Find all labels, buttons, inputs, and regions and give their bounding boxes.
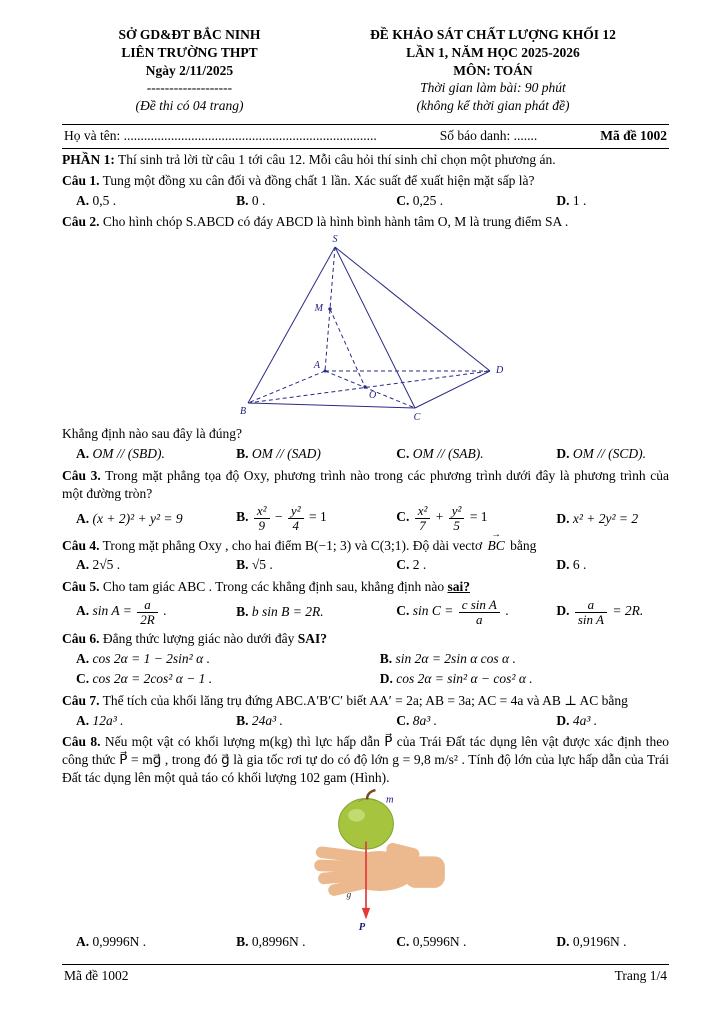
option-text: 0,5996N . [412, 933, 467, 949]
option-text: 12a³ . [92, 712, 124, 728]
option-text: = 2R. [612, 603, 644, 619]
option-letter: C. [396, 192, 410, 208]
option-text: OM // (SCD). [572, 445, 646, 461]
option-letter: B. [236, 445, 249, 461]
exam-header [62, 26, 669, 115]
option-text: . [163, 603, 167, 619]
option-a [76, 711, 236, 731]
option-text: √5 . [251, 557, 273, 573]
label-P-vector: P⃗ [358, 921, 373, 931]
question-text-end: bằng [510, 537, 537, 553]
label-O: O [368, 390, 376, 402]
option-b [236, 444, 396, 464]
edge-CD [415, 371, 490, 408]
option-pre: sin A = [92, 603, 132, 619]
option-c [396, 191, 556, 211]
exam-title: ĐỀ KHẢO SÁT CHẤT LƯỢNG KHỐI 12 [370, 27, 616, 42]
option-d [556, 932, 669, 952]
option-d [556, 444, 669, 464]
question-text: Trong mặt phẳng Oxy , cho hai điểm B(−1; 3) và C(3;1). Độ dài vectơ [102, 537, 483, 553]
label-C: C [413, 412, 420, 424]
option-letter: A. [76, 651, 90, 667]
name-blank: Họ và tên: ........................................................................... [64, 128, 377, 144]
question-label: Câu 8. [62, 734, 101, 750]
part1-label: PHẦN 1: [62, 151, 115, 167]
option-letter: D. [556, 933, 570, 949]
question-4 [62, 537, 669, 576]
option-letter: A. [76, 933, 90, 949]
question-label: Câu 2. [62, 214, 100, 230]
option-d [556, 191, 669, 211]
vector-BC: → BC [487, 537, 504, 555]
option-letter: B. [236, 192, 249, 208]
option-text: OM // (SAB). [412, 445, 484, 461]
option-text: 2 . [412, 557, 427, 573]
option-letter: A. [76, 192, 90, 208]
option-text: cos 2α = 2cos² α − 1 . [92, 671, 213, 686]
option-text: 4a³ . [572, 712, 598, 728]
option-d [556, 711, 669, 731]
candidate-number-blank: Số báo danh: ....... [439, 128, 538, 144]
option-text: OM // (SAD) [251, 445, 321, 461]
label-S: S [332, 234, 337, 246]
fraction-denominator: 5 [453, 518, 460, 534]
option-b [236, 503, 396, 533]
option-letter: B. [236, 604, 249, 620]
option-text: cos 2α = sin² α − cos² α . [396, 671, 533, 686]
fraction [288, 504, 304, 532]
option-c [396, 597, 556, 627]
option-text: x² + 2y² = 2 [572, 510, 639, 526]
option-text: 6 . [572, 557, 587, 573]
option-text: 1 . [572, 192, 587, 208]
org-name: SỞ GD&ĐT BẮC NINH [118, 27, 261, 42]
fraction-numerator: y² [288, 504, 304, 519]
option-text: OM // (SBD). [92, 445, 165, 461]
hand [314, 841, 445, 896]
option-a [76, 555, 236, 575]
header-right [317, 26, 669, 115]
operator: + [435, 509, 444, 525]
question-label: Câu 5. [62, 579, 100, 595]
fraction [575, 598, 607, 626]
option-b [236, 191, 396, 211]
option-a [76, 932, 236, 952]
fraction-denominator: 9 [258, 518, 265, 534]
question-text: Trong mặt phẳng tọa độ Oxy, phương trình nào trong các phương trình dưới đây là phương trình của một đường tròn? [62, 467, 669, 501]
option-b [236, 932, 396, 952]
question-text: Khẳng định nào sau đây là đúng? [62, 426, 242, 442]
option-letter: D. [379, 671, 393, 686]
label-g-vector: g⃗ [346, 890, 359, 901]
question-3 [62, 467, 669, 534]
fraction-numerator: a [137, 598, 157, 613]
exam-subject: MÔN: TOÁN [453, 62, 533, 78]
option-letter: C. [396, 509, 410, 525]
label-D: D [495, 365, 503, 377]
fraction-numerator: a [575, 598, 607, 613]
option-letter: C. [396, 603, 410, 619]
option-text: 24a³ . [251, 712, 283, 728]
fraction-denominator: sin A [577, 611, 604, 627]
edge-BC [248, 403, 415, 408]
question-label: Câu 6. [62, 631, 100, 647]
option-letter: D. [556, 603, 570, 619]
option-letter: D. [556, 712, 570, 728]
fraction-numerator: x² [415, 504, 431, 519]
option-d [556, 555, 669, 575]
question-1-options [62, 191, 669, 211]
option-c [76, 669, 380, 689]
option-letter: A. [76, 445, 90, 461]
option-c [396, 711, 556, 731]
label-A: A [313, 360, 320, 372]
option-letter: A. [76, 712, 90, 728]
question-text: Tung một đồng xu cân đối và đồng chất 1 lần. Xác suất để xuất hiện mặt sấp là? [102, 172, 535, 188]
option-pre: sin C = [412, 603, 454, 619]
option-a [76, 597, 236, 627]
option-d [556, 597, 669, 627]
point-O [363, 385, 366, 388]
option-d [380, 669, 669, 689]
question-text: Đẳng thức lượng giác nào dưới đây [102, 631, 295, 647]
option-text: 0 . [251, 192, 266, 208]
option-text: 2√5 . [92, 557, 121, 573]
pyramid-figure [220, 233, 512, 425]
page-footer [62, 964, 669, 985]
option-letter: D. [556, 192, 570, 208]
question-label: Câu 7. [62, 692, 100, 708]
option-text: b sin B = 2R. [251, 604, 324, 620]
part1-text: Thí sinh trả lời từ câu 1 tới câu 12. Mỗi câu hỏi thí sinh chỉ chọn một phương án. [118, 151, 556, 167]
apple-stem [367, 790, 375, 799]
option-text: sin 2α = 2sin α cos α . [395, 651, 516, 667]
option-c [396, 932, 556, 952]
label-mass-m: m [385, 794, 394, 806]
option-a [76, 509, 236, 529]
fraction-denominator: 2R [140, 611, 155, 627]
header-left [62, 26, 317, 115]
candidate-info-row [62, 124, 669, 149]
option-letter: D. [556, 510, 570, 526]
question-5 [62, 578, 669, 627]
option-text: 0,9196N . [572, 933, 627, 949]
option-letter: D. [556, 445, 570, 461]
question-5-options [62, 597, 669, 627]
option-text: 0,9996N . [92, 933, 147, 949]
fraction-numerator: y² [449, 504, 465, 519]
option-b [236, 555, 396, 575]
exam-round: LẦN 1, NĂM HỌC 2025-2026 [406, 44, 580, 60]
question-2 [62, 213, 669, 463]
question-7 [62, 692, 669, 731]
option-letter: B. [236, 933, 249, 949]
question-label: Câu 3. [62, 467, 101, 483]
option-letter: A. [76, 603, 90, 619]
question-6-options [62, 649, 669, 689]
fraction [137, 598, 157, 626]
footer-page-number: Trang 1/4 [614, 967, 667, 983]
question-2-options [62, 444, 669, 464]
option-letter: B. [236, 509, 249, 525]
segment-MO [330, 309, 365, 387]
question-text: Cho tam giác ABC . Trong các khẳng định sau, khẳng định nào [102, 579, 445, 595]
question-label: Câu 4. [62, 537, 100, 553]
option-letter: B. [236, 557, 249, 573]
exam-duration: Thời gian làm bài: 90 phút [420, 80, 566, 96]
option-c [396, 444, 556, 464]
option-c [396, 503, 556, 533]
exam-duration-note: (không kể thời gian phát đề) [416, 98, 570, 114]
point-M [328, 307, 331, 310]
operator: − [274, 509, 283, 525]
question-label: Câu 1. [62, 172, 100, 188]
option-text: = 1 [469, 509, 488, 525]
school-name: LIÊN TRƯỜNG THPT [121, 44, 258, 60]
option-letter: B. [379, 651, 393, 667]
edge-SC [335, 247, 415, 408]
option-b [236, 711, 396, 731]
question-4-options [62, 555, 669, 575]
question-text: Cho hình chóp S.ABCD có đáy ABCD là hình bình hành tâm O, M là trung điểm SA . [102, 214, 569, 230]
fraction-numerator: x² [254, 504, 270, 519]
option-a [76, 444, 236, 464]
option-letter: C. [76, 671, 90, 686]
divider-dashes: ------------------- [146, 80, 233, 96]
option-text: 0,25 . [412, 192, 444, 208]
emphasized-word: SAI? [297, 631, 327, 647]
fraction-denominator: a [476, 611, 483, 627]
option-a [76, 649, 380, 669]
fraction [449, 504, 465, 532]
option-a [76, 191, 236, 211]
option-letter: D. [556, 557, 570, 573]
pages-note: (Đề thi có 04 trang) [135, 98, 244, 114]
option-d [556, 509, 669, 529]
option-b [236, 602, 396, 622]
option-text: . [505, 603, 509, 619]
option-letter: C. [396, 557, 410, 573]
exam-code: Mã đề 1002 [600, 128, 667, 144]
apple-figure [287, 789, 445, 931]
option-c [396, 555, 556, 575]
option-text: (x + 2)² + y² = 9 [92, 510, 183, 526]
fraction-numerator: c sin A [459, 598, 500, 613]
edge-SB [248, 247, 335, 403]
emphasized-word: sai? [447, 579, 470, 595]
question-8-options [62, 932, 669, 952]
question-2-prompt [62, 425, 669, 443]
option-letter: C. [396, 933, 410, 949]
fraction-denominator: 7 [419, 518, 426, 534]
point-A [323, 370, 326, 373]
option-text: 8a³ . [412, 712, 438, 728]
option-letter: C. [396, 445, 410, 461]
label-B: B [239, 406, 246, 418]
label-M: M [314, 303, 323, 315]
option-letter: A. [76, 510, 90, 526]
option-text: 0,8996N . [251, 933, 306, 949]
question-8 [62, 733, 669, 951]
fraction [415, 504, 431, 532]
footer-exam-code: Mã đề 1002 [64, 967, 129, 983]
option-text: = 1 [308, 509, 327, 525]
fraction [459, 598, 500, 626]
option-letter: B. [236, 712, 249, 728]
option-letter: C. [396, 712, 410, 728]
option-b [380, 649, 669, 669]
fraction [254, 504, 270, 532]
question-1 [62, 172, 669, 211]
question-6 [62, 630, 669, 688]
question-3-options [62, 503, 669, 533]
part1-heading [62, 151, 669, 169]
fraction-denominator: 4 [292, 518, 299, 534]
question-text: Thể tích của khối lăng trụ đứng ABC.A′B′C′ biết AA′ = 2a; AB = 3a; AC = 4a và AB ⊥ AC bằng [102, 692, 628, 708]
question-7-options [62, 711, 669, 731]
option-letter: A. [76, 557, 90, 573]
question-text: Nếu một vật có khối lượng m(kg) thì lực hấp dẫn P⃗ của Trái Đất tác dụng lên vật được xác định theo công thức P⃗ = mg⃗ , trong đó g⃗ là gia tốc rơi tự do có độ lớn g = 9,8 m/s² . Tính độ lớn của lực hấp dẫn của Trái Đất tác dụng lên một quả táo có khối lượng 102 gam (Hình). [62, 734, 670, 786]
option-text: 0,5 . [92, 192, 117, 208]
edge-SD [335, 247, 490, 371]
option-text: cos 2α = 1 − 2sin² α . [92, 651, 210, 667]
exam-date: Ngày 2/11/2025 [145, 62, 234, 78]
